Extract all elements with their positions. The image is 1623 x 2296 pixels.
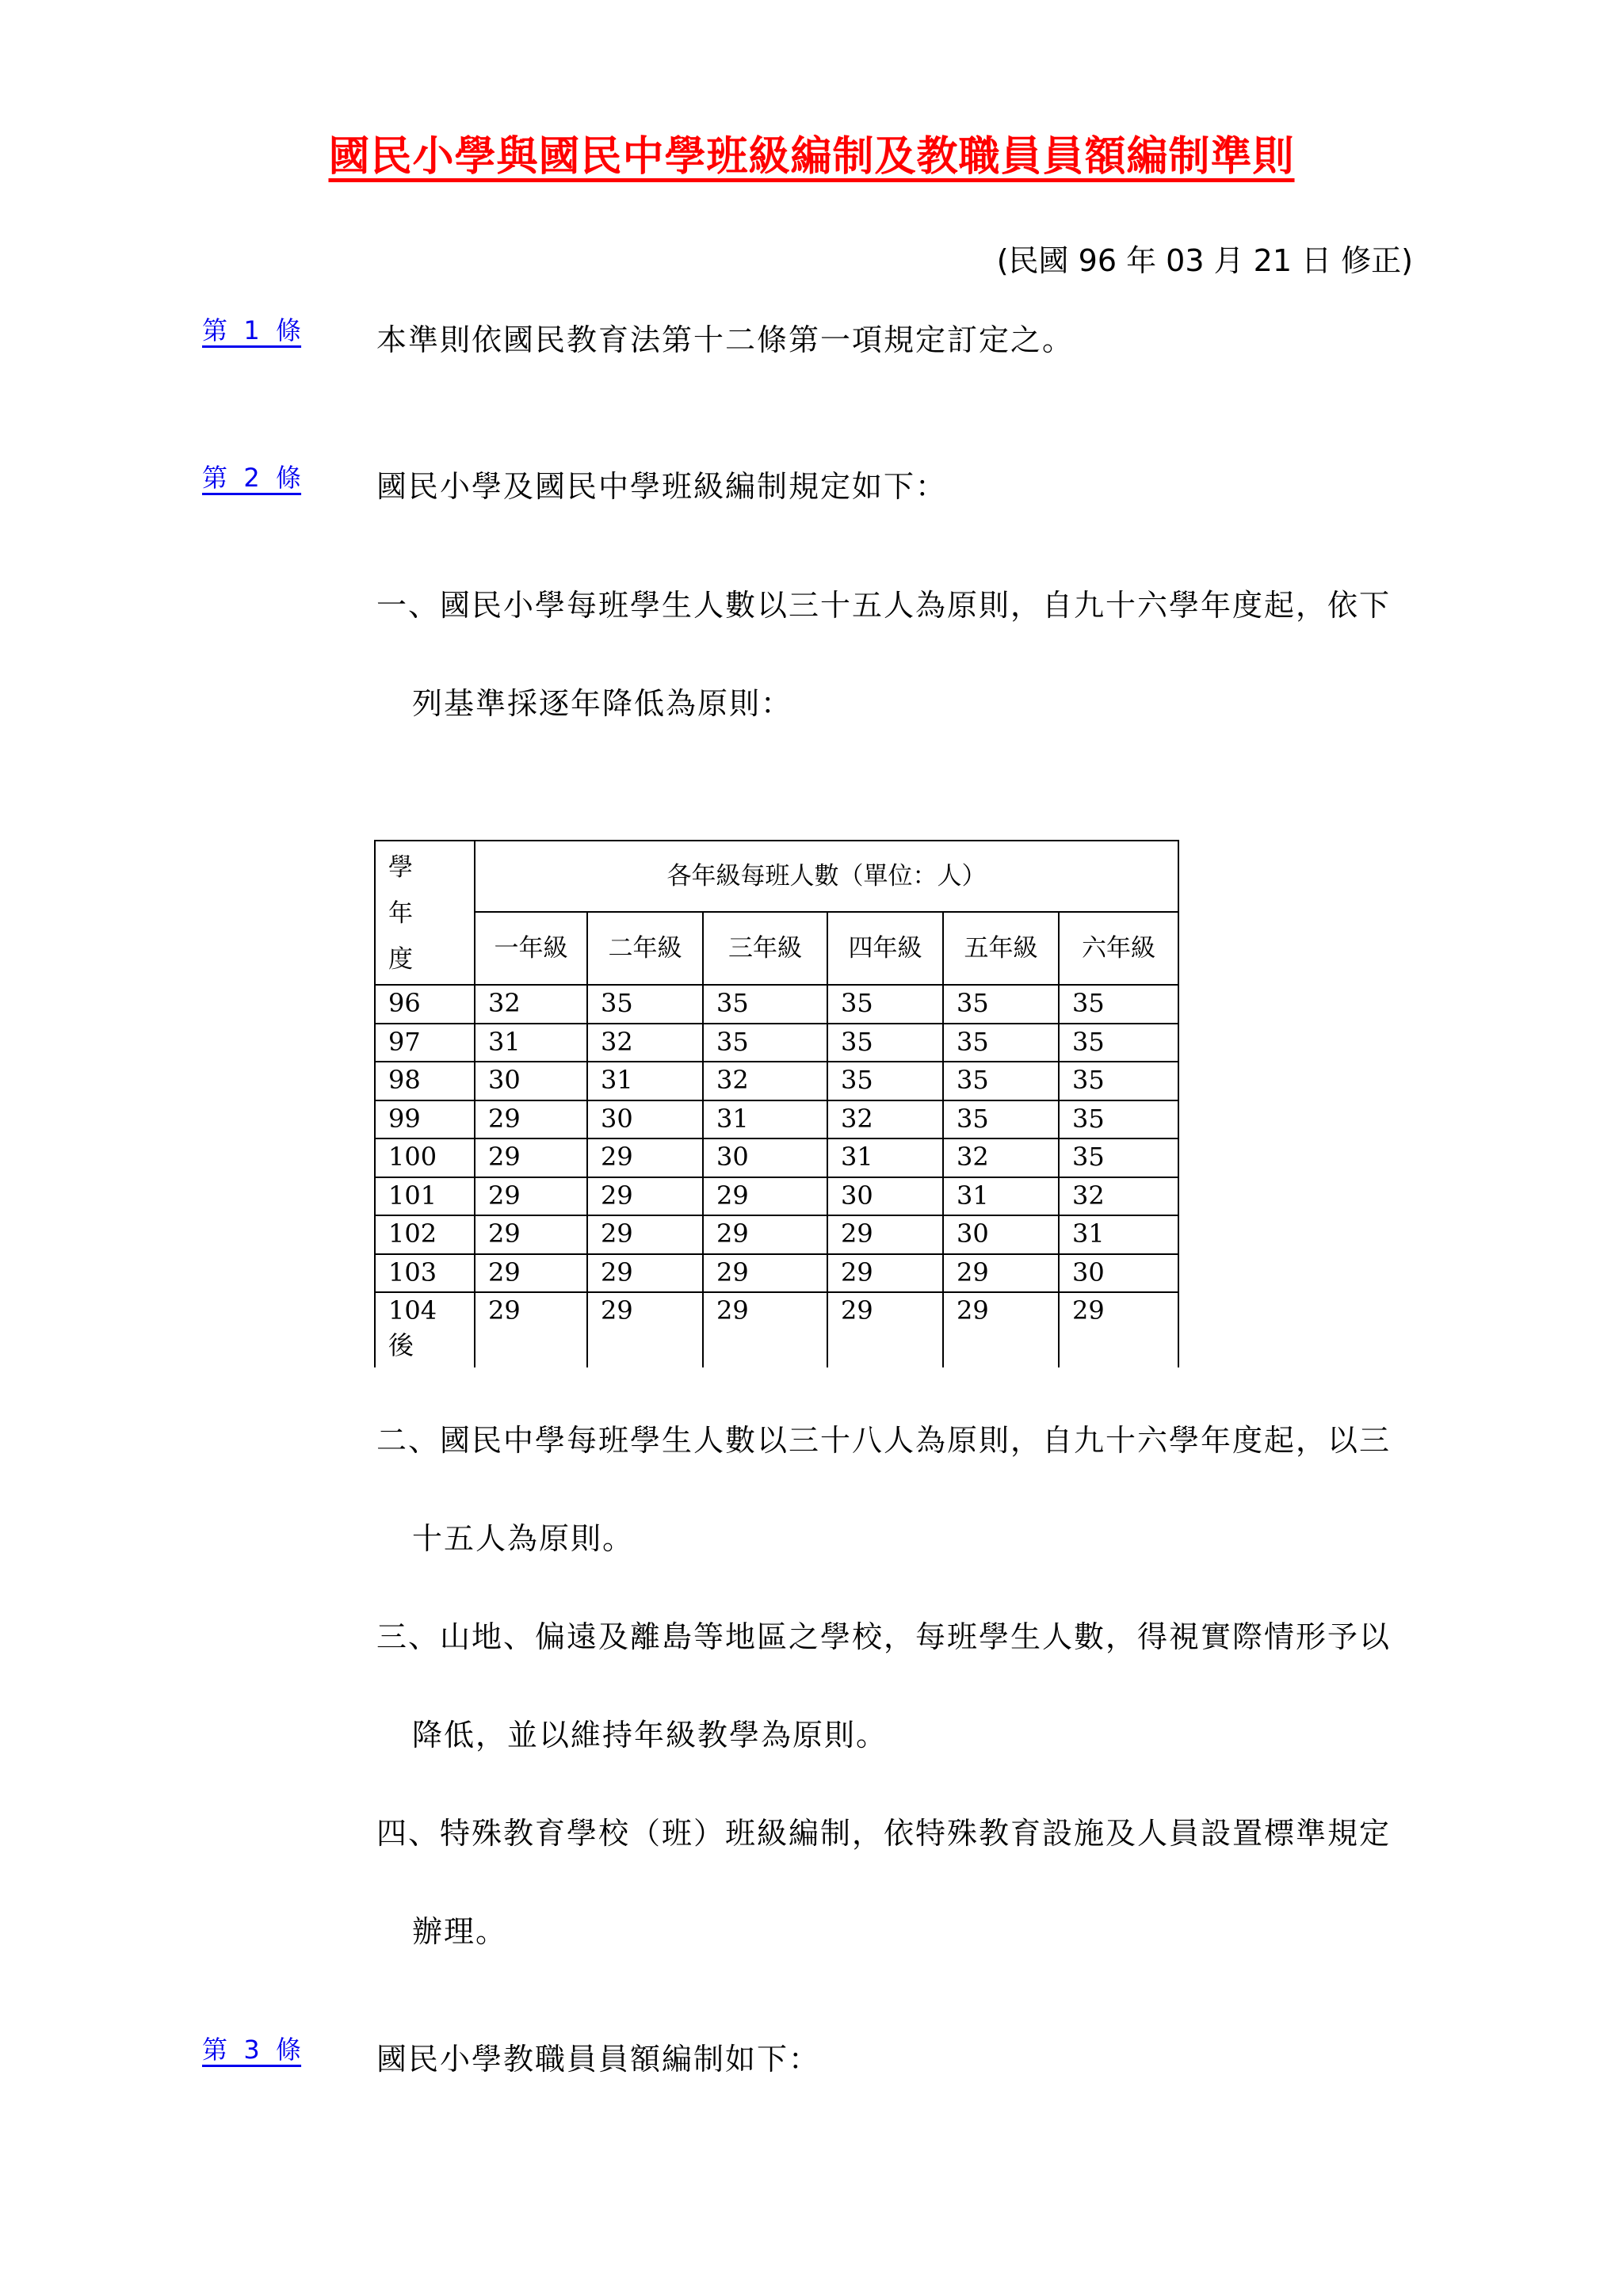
item-4-line-1: 四、特殊教育學校（班）班級編制，依特殊教育設施及人員設置標準規定 — [376, 1816, 1392, 1851]
item-3-line-1: 三、山地、偏遠及離島等地區之學校，每班學生人數，得視實際情形予以 — [376, 1619, 1392, 1654]
year-header: 學 年 度 — [375, 841, 475, 985]
value-cell: 32 — [1059, 1177, 1178, 1216]
item-1-line-1: 一、國民小學每班學生人數以三十五人為原則，自九十六學年度起，依下 — [376, 588, 1392, 623]
grade-header: 三年級 — [703, 912, 827, 985]
value-cell: 29 — [475, 1254, 587, 1293]
grade-header: 四年級 — [827, 912, 943, 985]
value-cell: 29 — [703, 1215, 827, 1254]
value-cell: 29 — [703, 1254, 827, 1293]
value-cell: 35 — [1059, 1062, 1178, 1100]
value-cell: 32 — [827, 1100, 943, 1139]
article-2-link[interactable]: 第 2 條 — [202, 463, 302, 493]
year-cell: 101 — [375, 1177, 475, 1216]
year-cell: 104 後 — [375, 1292, 475, 1367]
table-row — [375, 1177, 1178, 1216]
value-cell: 32 — [587, 1024, 703, 1062]
item-2-line-2: 十五人為原則。 — [412, 1521, 635, 1556]
value-cell: 30 — [703, 1138, 827, 1177]
table-row — [375, 985, 1178, 1024]
value-cell: 29 — [587, 1254, 703, 1293]
grade-group-header: 各年級每班人數（單位：人） — [475, 841, 1178, 912]
value-cell: 35 — [1059, 985, 1178, 1024]
table-row — [375, 1138, 1178, 1177]
value-cell: 30 — [475, 1062, 587, 1100]
value-cell: 30 — [943, 1215, 1059, 1254]
value-cell: 29 — [475, 1215, 587, 1254]
value-cell: 35 — [587, 985, 703, 1024]
article-3-link[interactable]: 第 3 條 — [202, 2035, 302, 2065]
value-cell: 35 — [943, 1024, 1059, 1062]
article-1-text: 本準則依國民教育法第十二條第一項規定訂定之。 — [376, 322, 1075, 357]
value-cell: 31 — [1059, 1215, 1178, 1254]
table-header-row — [375, 841, 1178, 912]
value-cell: 35 — [827, 1062, 943, 1100]
value-cell: 32 — [475, 985, 587, 1024]
value-cell: 31 — [703, 1100, 827, 1139]
value-cell: 30 — [1059, 1254, 1178, 1293]
revision-date: (民國 96 年 03 月 21 日 修正) — [996, 243, 1413, 278]
year-cell: 97 — [375, 1024, 475, 1062]
grade-header: 五年級 — [943, 912, 1059, 985]
value-cell: 31 — [827, 1138, 943, 1177]
table-row — [375, 1024, 1178, 1062]
year-cell: 98 — [375, 1062, 475, 1100]
year-cell: 102 — [375, 1215, 475, 1254]
value-cell: 35 — [1059, 1138, 1178, 1177]
value-cell: 31 — [587, 1062, 703, 1100]
value-cell: 29 — [1059, 1292, 1178, 1367]
value-cell: 29 — [827, 1254, 943, 1293]
item-1-line-2: 列基準採逐年降低為原則： — [412, 686, 793, 721]
value-cell: 35 — [943, 1100, 1059, 1139]
value-cell: 30 — [827, 1177, 943, 1216]
value-cell: 31 — [475, 1024, 587, 1062]
value-cell: 29 — [475, 1100, 587, 1139]
value-cell: 31 — [943, 1177, 1059, 1216]
value-cell: 35 — [827, 985, 943, 1024]
article-2-text: 國民小學及國民中學班級編制規定如下： — [376, 469, 948, 504]
value-cell: 29 — [475, 1138, 587, 1177]
value-cell: 29 — [475, 1177, 587, 1216]
value-cell: 35 — [943, 985, 1059, 1024]
grade-header: 二年級 — [587, 912, 703, 985]
value-cell: 29 — [703, 1292, 827, 1367]
year-cell: 99 — [375, 1100, 475, 1139]
value-cell: 35 — [1059, 1024, 1178, 1062]
document-title: 國民小學與國民中學班級編制及教職員員額編制準則 — [328, 133, 1295, 181]
value-cell: 29 — [827, 1215, 943, 1254]
value-cell: 35 — [703, 1024, 827, 1062]
table-row — [375, 1215, 1178, 1254]
value-cell: 35 — [703, 985, 827, 1024]
value-cell: 29 — [587, 1292, 703, 1367]
grade-header-row — [375, 912, 1178, 985]
grade-header: 一年級 — [475, 912, 587, 985]
value-cell: 29 — [943, 1292, 1059, 1367]
value-cell: 32 — [703, 1062, 827, 1100]
value-cell: 29 — [827, 1292, 943, 1367]
item-4-line-2: 辦理。 — [412, 1914, 508, 1949]
value-cell: 29 — [943, 1254, 1059, 1293]
value-cell: 35 — [827, 1024, 943, 1062]
value-cell: 32 — [943, 1138, 1059, 1177]
table-body — [375, 985, 1178, 1292]
year-cell: 100 — [375, 1138, 475, 1177]
value-cell: 29 — [587, 1138, 703, 1177]
year-cell: 103 — [375, 1254, 475, 1293]
value-cell: 29 — [587, 1215, 703, 1254]
value-cell: 29 — [703, 1177, 827, 1216]
value-cell: 29 — [587, 1177, 703, 1216]
article-3-text: 國民小學教職員員額編制如下： — [376, 2042, 821, 2077]
value-cell: 30 — [587, 1100, 703, 1139]
item-3-line-2: 降低，並以維持年級教學為原則。 — [412, 1718, 888, 1753]
item-2-line-1: 二、國民中學每班學生人數以三十八人為原則，自九十六學年度起，以三 — [376, 1423, 1392, 1458]
value-cell: 35 — [943, 1062, 1059, 1100]
table-row — [375, 1254, 1178, 1293]
value-cell: 35 — [1059, 1100, 1178, 1139]
table-row — [375, 1100, 1178, 1139]
value-cell: 29 — [475, 1292, 587, 1367]
table-row — [375, 1062, 1178, 1100]
article-1-link[interactable]: 第 1 條 — [202, 315, 302, 345]
table-row — [375, 1292, 1178, 1367]
grade-header: 六年級 — [1059, 912, 1178, 985]
class-size-table — [374, 840, 1179, 1367]
year-cell: 96 — [375, 985, 475, 1024]
